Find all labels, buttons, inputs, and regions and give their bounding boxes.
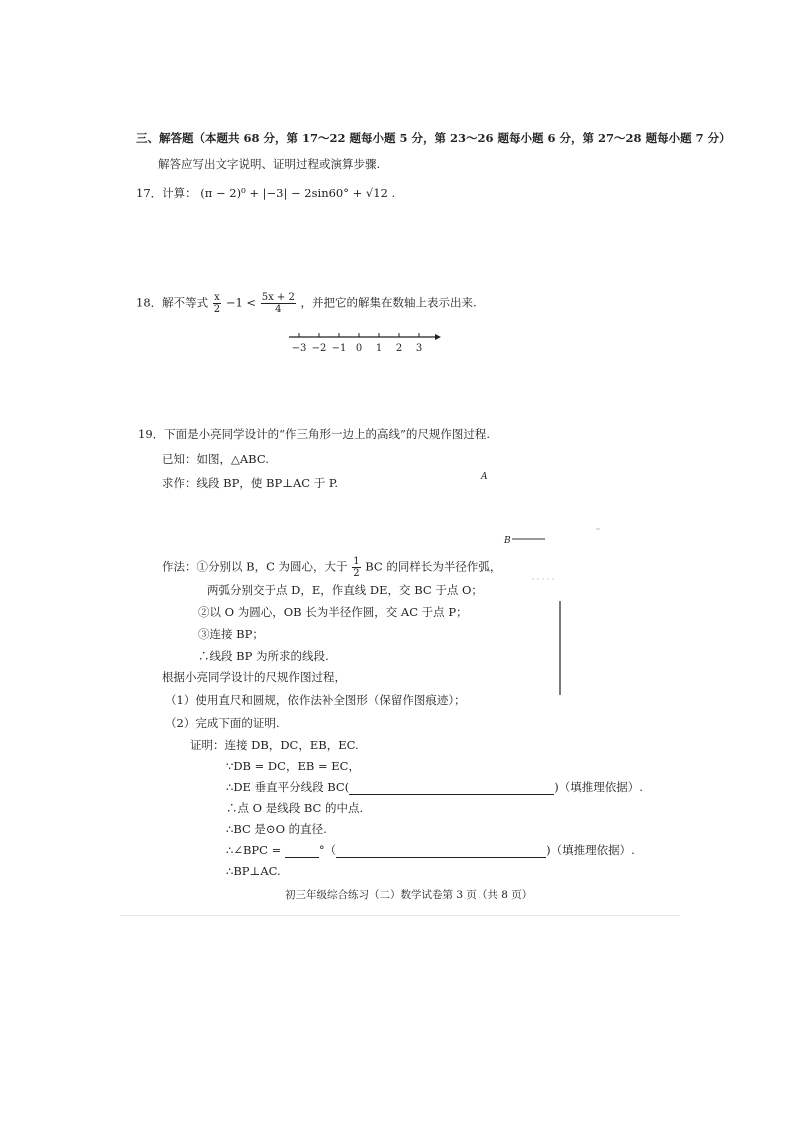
number-line-tick-label: −2: [311, 343, 327, 354]
proof-line-6: [226, 843, 635, 858]
number-line-tick-label: 3: [415, 343, 423, 354]
proof-line-5: ∴BC 是⊙O 的直径.: [226, 822, 327, 836]
q18-lhs-denominator: 2: [213, 304, 221, 315]
scan-edge-line: [120, 915, 680, 916]
proof-line-6-end: )（填推理依据）.: [546, 843, 635, 857]
q18-line: [136, 292, 477, 315]
number-line-tick-label: 1: [375, 343, 383, 354]
q17-line: [136, 186, 395, 200]
number-line: [285, 326, 445, 356]
number-line-arrow: [435, 334, 441, 340]
page-footer: 初三年级综合练习（二）数学试卷第 3 页（共 8 页）: [285, 889, 533, 901]
half-denominator: 2: [353, 568, 360, 579]
triangle-figure: [500, 525, 610, 700]
proof-line-3: [226, 780, 643, 795]
q18-middle: −1 <: [225, 295, 257, 310]
proof-line-4: ∴点 O 是线段 BC 的中点.: [226, 801, 364, 815]
figure-label-a: A: [481, 472, 488, 482]
proof-line-6-start: ∴∠BPC =: [226, 843, 282, 857]
method-line-3: ②以 O 为圆心，OB 长为半径作圆，交 AC 于点 P；: [198, 605, 468, 619]
q18-lhs-numerator: x: [214, 292, 220, 303]
according-line: 根据小亮同学设计的尺规作图过程，: [162, 670, 346, 684]
number-line-tick-label: 2: [395, 343, 403, 354]
proof-line-7: ∴BP⊥AC.: [226, 864, 281, 878]
figure-label-b: B: [504, 536, 511, 546]
reason-blank-2[interactable]: [336, 843, 546, 858]
method-line-1: [162, 556, 501, 579]
section-instruction: 解答应写出文字说明、证明过程或演算步骤.: [158, 157, 381, 171]
method-line-2: 两弧分别交于点 D，E，作直线 DE，交 BC 于点 O；: [207, 583, 483, 597]
half-fraction: [352, 556, 360, 579]
method-prefix: 作法：①分别以 B，C 为圆心，大于: [162, 559, 348, 574]
half-numerator: 1: [353, 556, 360, 567]
q19-task: 求作：线段 BP，使 BP⊥AC 于 P.: [162, 476, 338, 490]
method-suffix: BC 的同样长为半径作弧，: [365, 559, 502, 574]
q17-expression: (π − 2)⁰ + |−3| − 2sin60° + √12 .: [200, 186, 396, 200]
proof-line-1: 证明：连接 DB，DC，EB，EC.: [190, 738, 359, 752]
proof-line-3-start: ∴DE 垂直平分线段 BC(: [226, 780, 350, 794]
q19-intro: 19．下面是小亮同学设计的“作三角形一边上的高线”的尺规作图过程.: [138, 427, 491, 441]
q18-lhs-fraction: [213, 292, 221, 315]
reason-blank-1[interactable]: [349, 780, 554, 795]
q18-rhs-fraction: [261, 292, 296, 315]
number-line-tick-label: 0: [355, 343, 363, 354]
q18-tail: ，并把它的解集在数轴上表示出来.: [300, 295, 477, 310]
number-line-tick-label: −1: [331, 343, 347, 354]
proof-line-6-degree: °（: [318, 843, 337, 857]
q17-label: 17．计算：: [136, 186, 197, 200]
q18-rhs-numerator: 5x + 2: [261, 292, 295, 303]
method-line-4: ③连接 BP；: [198, 627, 264, 641]
method-line-5: ∴线段 BP 为所求的线段.: [198, 649, 329, 663]
q18-rhs-denominator: 4: [275, 304, 282, 315]
part-2: （2）完成下面的证明.: [165, 716, 280, 730]
number-line-tick-label: −3: [291, 343, 307, 354]
part-1: （1）使用直尺和圆规，依作法补全图形（保留作图痕迹）；: [165, 693, 466, 707]
section-heading: 三、解答题（本题共 68 分，第 17～22 题每小题 5 分，第 23～26 题每小题 6 分，第 27～28 题每小题 7 分）: [136, 131, 731, 145]
proof-line-3-end: )（填推理依据）.: [554, 780, 643, 794]
q19-known: 已知：如图，△ABC.: [162, 452, 269, 466]
q18-label: 18．解不等式: [136, 295, 209, 310]
angle-blank[interactable]: [285, 843, 319, 858]
proof-line-2: ∵DB = DC，EB = EC，: [226, 759, 360, 773]
